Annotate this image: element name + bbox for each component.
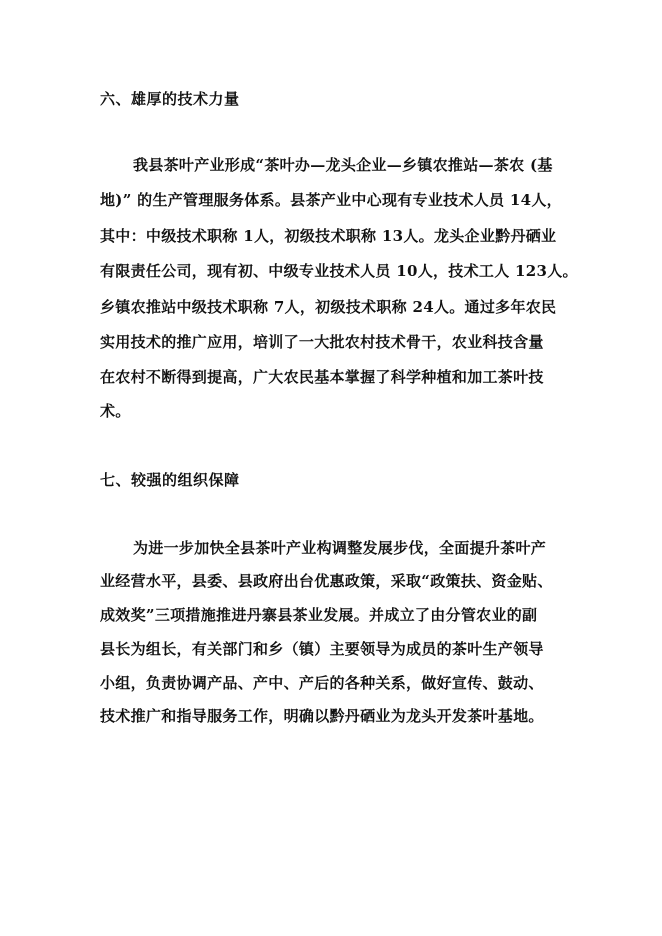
- paragraph-line: 为进一步加快全县茶叶产业构调整发展步伐，全面提升茶叶产: [133, 539, 547, 557]
- paragraph-line: 我县茶叶产业形成“茶叶办—龙头企业—乡镇农推站—茶农 (基: [133, 156, 553, 174]
- paragraph-line: 其中：中级技术职称 1人，初级技术职称 13人。龙头企业黔丹硒业: [100, 227, 557, 245]
- paragraph-line: 技术推广和指导服务工作，明确以黔丹硒业为龙头开发茶叶基地。: [100, 707, 544, 725]
- paragraph-line: 小组，负责协调产品、产中、产后的各种关系，做好宣传、鼓动、: [100, 674, 544, 692]
- paragraph-line: 县长为组长，有关部门和乡（镇）主要领导为成员的茶叶生产领导: [100, 640, 544, 658]
- section-heading-6: 六、雄厚的技术力量: [100, 90, 240, 108]
- paragraph-line: 乡镇农推站中级技术职称 7人，初级技术职称 24人。通过多年农民: [100, 298, 557, 316]
- paragraph-line: 业经营水平，县委、县政府出台优惠政策，采取“政策扶、资金贴、: [100, 572, 553, 590]
- paragraph-line: 在农村不断得到提高，广大农民基本掌握了科学种植和加工茶叶技: [100, 368, 544, 386]
- paragraph-line: 有限责任公司，现有初、中级专业技术人员 10人，技术工人 123人。: [100, 262, 578, 280]
- section-heading-7: 七、较强的组织保障: [100, 471, 240, 489]
- paragraph-line: 地)” 的生产管理服务体系。县茶产业中心现有专业技术人员 14人，: [100, 191, 562, 209]
- paragraph-line: 术。: [100, 402, 131, 420]
- paragraph-line: 实用技术的推广应用，培训了一大批农村技术骨干，农业科技含量: [100, 333, 544, 351]
- paragraph-line: 成效奖”三项措施推进丹寨县茶业发展。并成立了由分管农业的副: [100, 606, 538, 624]
